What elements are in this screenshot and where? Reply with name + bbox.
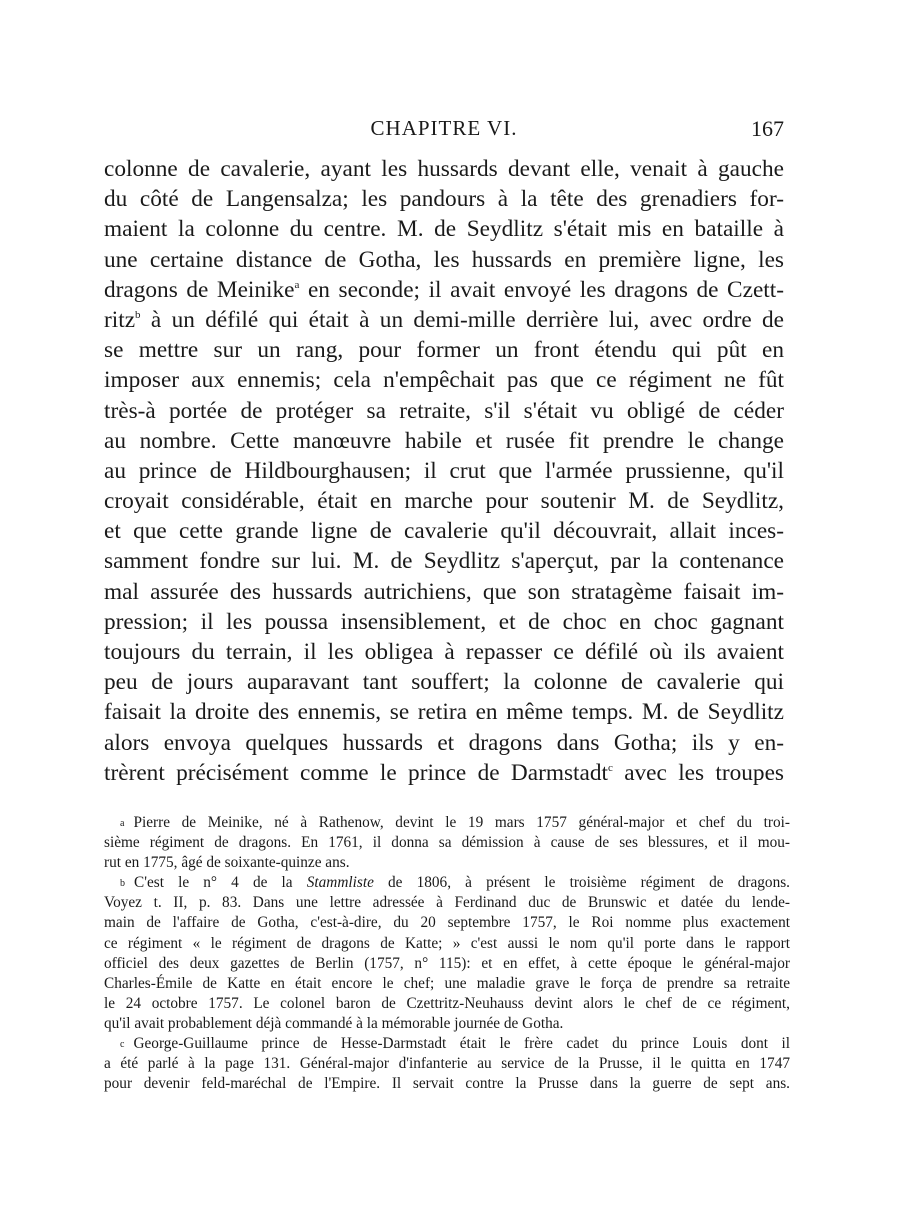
footnote-text: de 1806, à présent le troisième régiment de dragons. [373, 874, 790, 892]
text-line: faisait la droite des ennemis, se retira en même temps. M. de Seydlitz [104, 699, 784, 726]
text-line: pression; il les poussa insensiblement, et de choc en choc gagnant [104, 608, 784, 635]
text-line: samment fondre sur lui. M. de Seydlitz s'aperçut, par la contenance [104, 548, 784, 575]
text-line: mal assurée des hussards autrichiens, que son stratagème faisait im- [104, 578, 784, 605]
text-run: avec les troupes [612, 759, 784, 786]
text-line: au prince de Hildbourghausen; il crut que l'armée prussienne, qu'il [104, 457, 784, 484]
text-line: une certaine distance de Gotha, les hussards en première ligne, les [104, 246, 784, 273]
footnote-line: pour devenir feld-maréchal de l'Empire. Il servait contre la Prusse dans la guerre de sept ans. [104, 1075, 790, 1093]
text-run: dragons de Meinike [104, 276, 295, 303]
text-line: se mettre sur un rang, pour former un front étendu qui pût en [104, 337, 784, 364]
footnote-line: sième régiment de dragons. En 1761, il donna sa démission à cause de ses blessures, et il mou- [104, 834, 790, 852]
footnote-ref-c: c [607, 761, 613, 774]
footnote-mark: c [120, 1039, 125, 1051]
text-line: alors envoya quelques hussards et dragons dans Gotha; ils y en- [104, 729, 784, 756]
footnote-line: main de l'affaire de Gotha, c'est-à-dire, du 20 septembre 1757, le Roi nomme plus exactement [104, 914, 790, 932]
footnote-line: a été parlé à la page 131. Général-major d'infanterie au service de la Prusse, il le quitta en 1747 [104, 1055, 790, 1073]
footnote-line: rut en 1775, âgé de soixante-quinze ans. [104, 854, 350, 872]
text-line: colonne de cavalerie, ayant les hussards devant elle, venait à gauche [104, 156, 784, 182]
footnote-line: Charles-Émile de Katte en était encore le chef; une maladie grave le força de prendre sa retraite [104, 974, 790, 992]
text-line: toujours du terrain, il les obligea à repasser ce défilé où ils avaient [104, 639, 784, 665]
footnote-line: le 24 octobre 1757. Le colonel baron de Czettritz-Neuhauss devint alors le chef de ce régiment, [104, 994, 790, 1012]
main-text [104, 154, 784, 788]
text-run: trèrent précisément comme le prince de Darmstadt [104, 759, 608, 786]
footnotes [104, 813, 790, 1094]
text-line [104, 758, 784, 788]
footnote-line [104, 1034, 790, 1054]
footnote-mark: b [120, 878, 125, 890]
text-line: imposer aux ennemis; cela n'empêchait pas que ce régiment ne fût [104, 367, 784, 394]
footnote-line: officiel des deux gazettes de Berlin (1757, n° 115): et en effet, à cette époque le général-major [104, 954, 790, 972]
text-run: ritz [104, 306, 136, 333]
text-run: en seconde; il avait envoyé les dragons de Czett- [299, 276, 784, 303]
footnote-italic: Stammliste [306, 874, 374, 892]
footnote-text: C'est le n° 4 de la [134, 874, 307, 892]
text-line [104, 305, 784, 335]
footnote-ref-b: b [135, 309, 141, 322]
footnote-line: qu'il avait probablement déjà commandé à la mémorable journée de Gotha. [104, 1014, 564, 1032]
footnote-mark: a [120, 818, 125, 829]
footnote-ref-a: a [294, 278, 300, 291]
text-line: peu de jours auparavant tant souffert; la colonne de cavalerie qui [104, 669, 784, 696]
text-run: à un défilé qui était à un demi-mille derrière lui, avec ordre de [140, 306, 784, 333]
text-line: croyait considérable, était en marche pour soutenir M. de Seydlitz, [104, 488, 784, 515]
page-number: 167 [751, 116, 784, 141]
footnote-line: ce régiment « le régiment de dragons de Katte; » c'est aussi le nom qu'il porte dans le rapport [104, 934, 790, 952]
text-line: du côté de Langensalza; les pandours à la tête des grenadiers for- [104, 186, 784, 213]
text-line: maient la colonne du centre. M. de Seydlitz s'était mis en bataille à [104, 216, 784, 243]
chapter-title: CHAPITRE VI. [370, 116, 518, 140]
running-header [104, 116, 784, 146]
text-line: et que cette grande ligne de cavalerie qu'il découvrait, allait inces- [104, 518, 784, 545]
text-line: au nombre. Cette manœuvre habile et rusée fit prendre le change [104, 427, 784, 454]
footnote-line [104, 873, 790, 893]
text-line [104, 275, 784, 305]
footnote-text: George-Guillaume prince de Hesse-Darmstadt était le frère cadet du prince Louis dont il [133, 1035, 790, 1053]
footnote-line: Voyez t. II, p. 83. Dans une lettre adressée à Ferdinand duc de Brunswic et datée du lende- [104, 894, 790, 912]
footnote-text: Pierre de Meinike, né à Rathenow, devint le 19 mars 1757 général-major et chef du troi- [133, 814, 790, 831]
footnote-line [104, 813, 790, 833]
text-line: très-à portée de protéger sa retraite, s'il s'était vu obligé de céder [104, 397, 784, 424]
